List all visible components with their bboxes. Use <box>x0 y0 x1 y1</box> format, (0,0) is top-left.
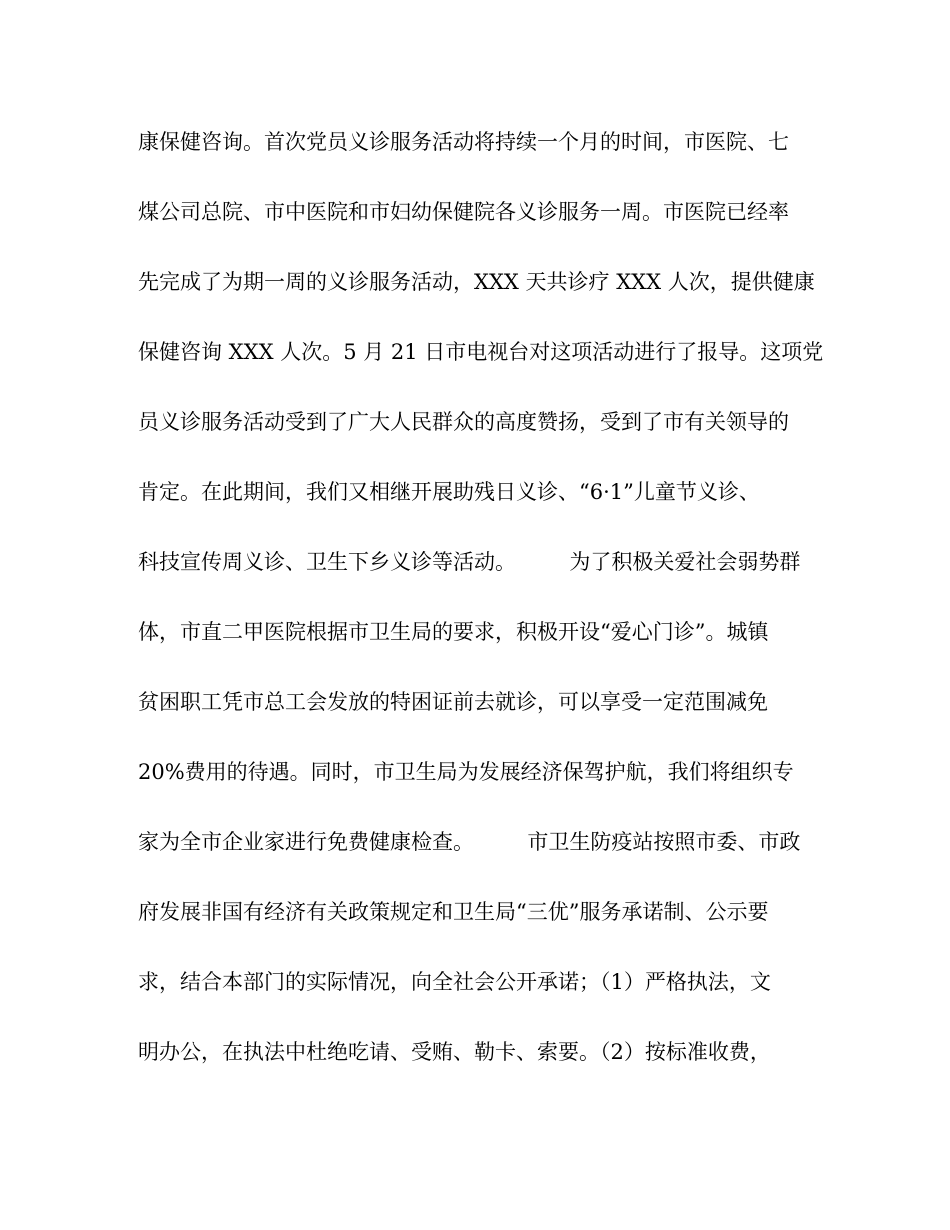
text-line: 府发展非国有经济有关政策规定和卫生局“三优”服务承诺制、公示要 <box>138 900 769 924</box>
text-line: 明办公，在执法中杜绝吃请、受贿、勒卡、索要。（2）按标准收费， <box>138 1040 771 1064</box>
text-line: 煤公司总院、市中医院和市妇幼保健院各义诊服务一周。市医院已经率 <box>138 200 789 224</box>
text-line: 家为全市企业家进行免费健康检查。 市卫生防疫站按照市委、市政 <box>138 830 801 854</box>
text-line: 肯定。在此期间，我们又相继开展助残日义诊、“6·1”儿童节义诊、 <box>138 480 760 504</box>
text-line: 20%费用的待遇。同时，市卫生局为发展经济保驾护航，我们将组织专 <box>138 760 794 784</box>
text-line: 康保健咨询。首次党员义诊服务活动将持续一个月的时间，市医院、七 <box>138 130 789 154</box>
text-line: 贫困职工凭市总工会发放的特困证前去就诊，可以享受一定范围减免 <box>138 690 768 714</box>
text-line: 员义诊服务活动受到了广大人民群众的高度赞扬，受到了市有关领导的 <box>138 410 789 434</box>
text-line: 先完成了为期一周的义诊服务活动，XXX 天共诊疗 XXX 人次，提供健康 <box>138 270 815 294</box>
text-line: 科技宣传周义诊、卫生下乡义诊等活动。 为了积极关爱社会弱势群 <box>138 550 801 574</box>
text-line: 保健咨询 XXX 人次。5 月 21 日市电视台对这项活动进行了报导。这项党 <box>138 340 824 364</box>
text-line: 求，结合本部门的实际情况，向全社会公开承诺；（1）严格执法，文 <box>138 970 771 994</box>
text-line: 体，市直二甲医院根据市卫生局的要求，积极开设“爱心门诊”。城镇 <box>138 620 769 644</box>
